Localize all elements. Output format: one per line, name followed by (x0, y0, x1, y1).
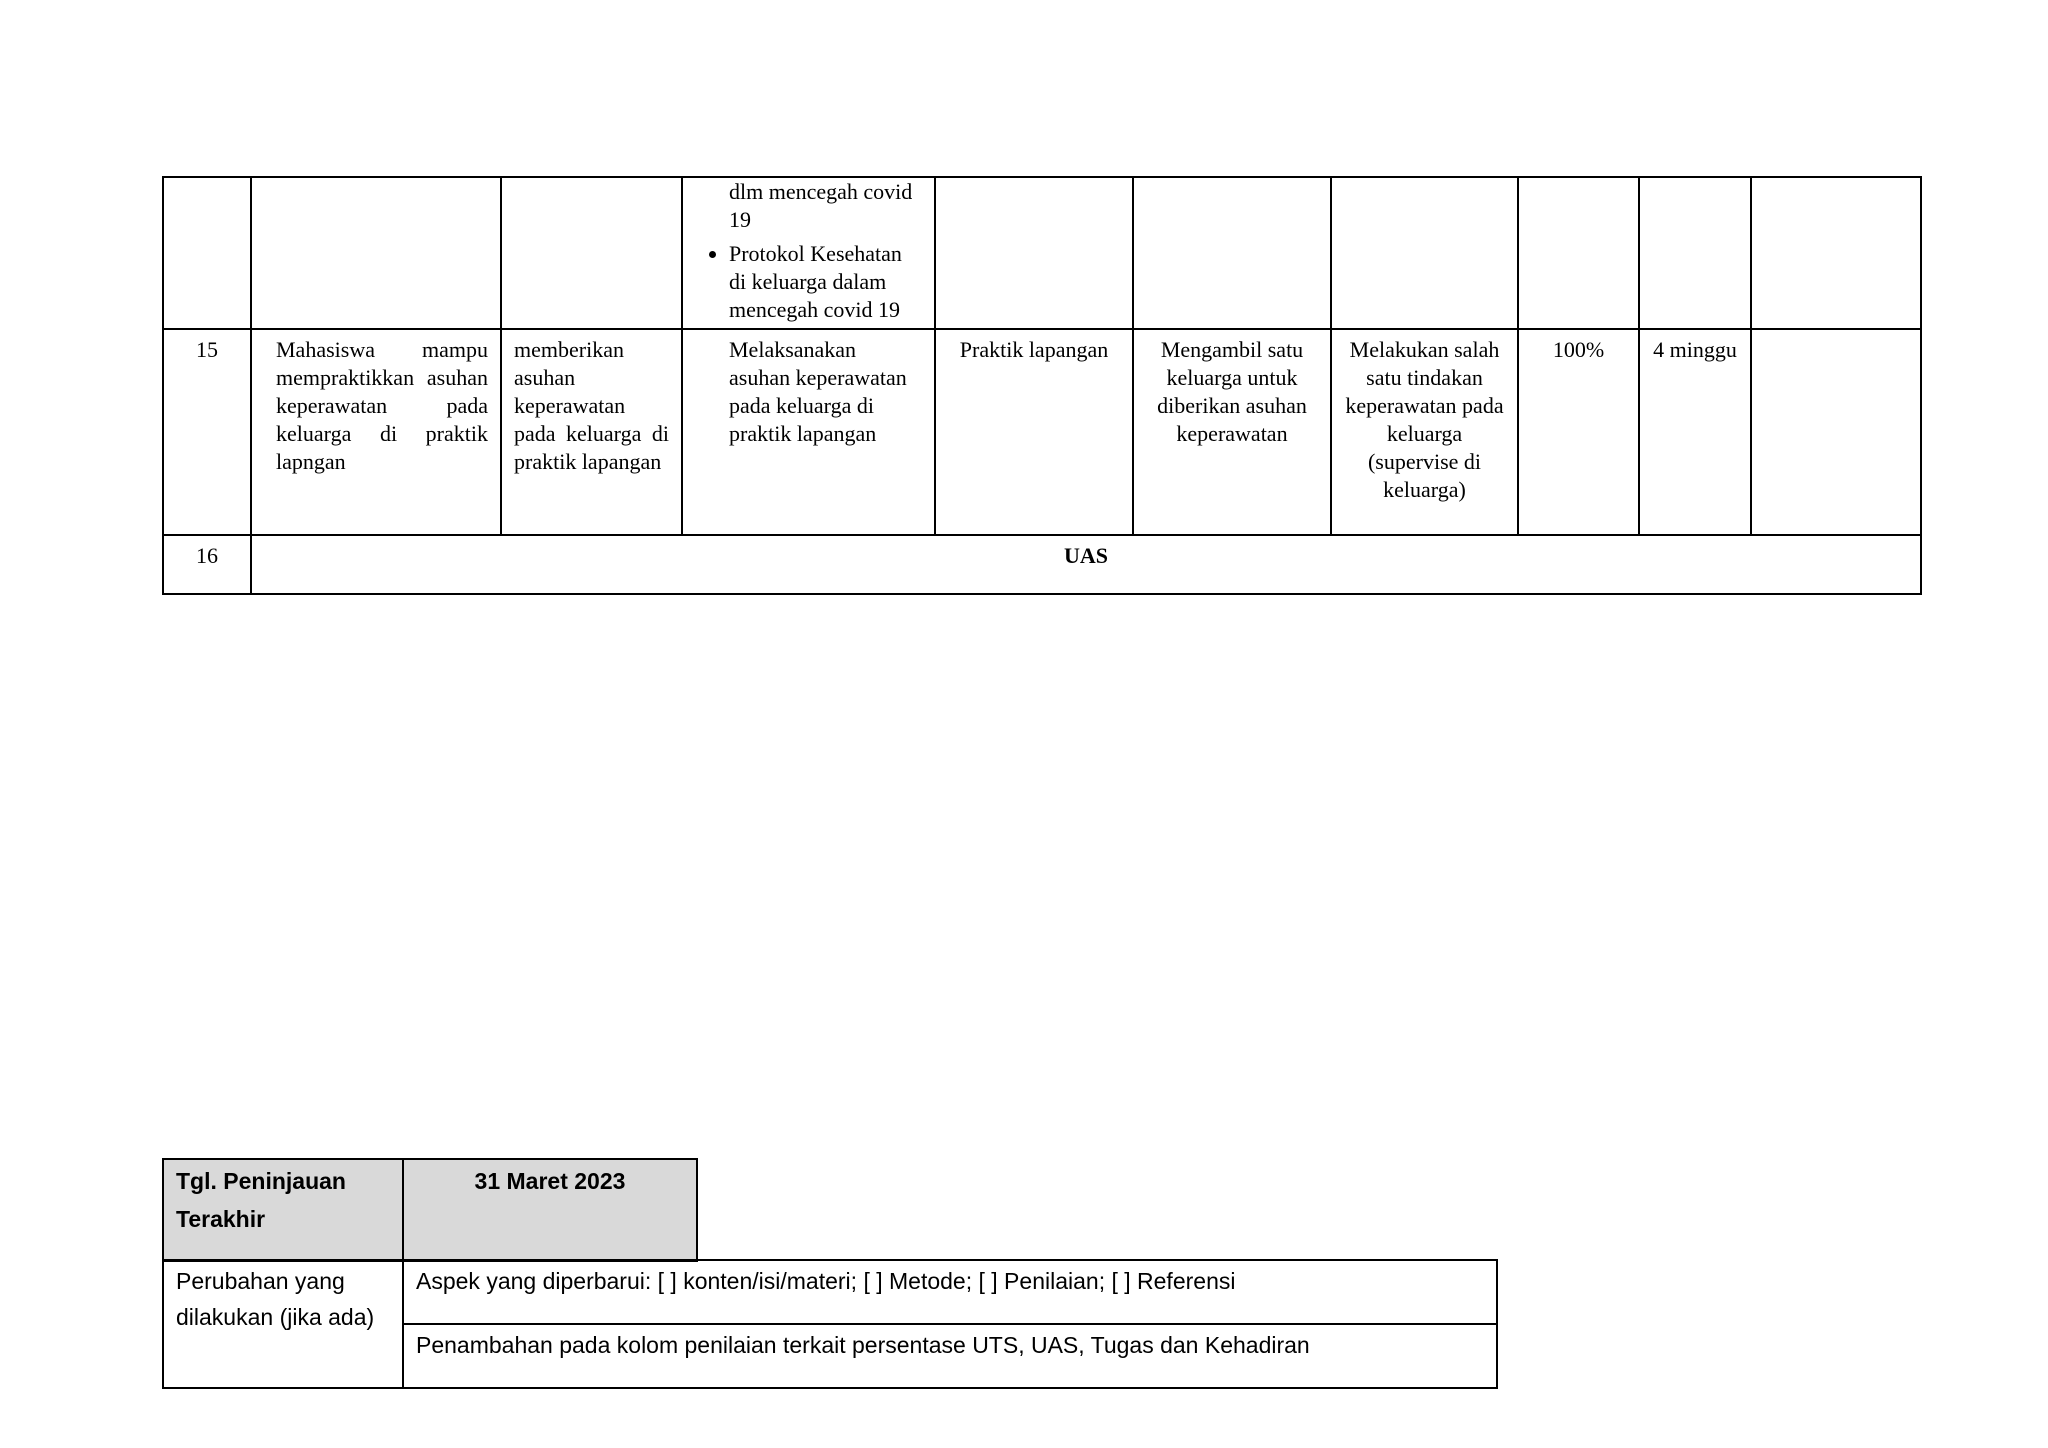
indikator-cell: memberikan asuhan keperawatan pada keluarga di praktik lapangan (501, 329, 682, 535)
kemampuan-cell: Mahasiswa mampu mempraktikkan asuhan keperawatan pada keluarga di praktik lapngan (251, 329, 501, 535)
no-cell: 16 (163, 535, 251, 594)
pengalaman-cell (1133, 177, 1331, 329)
no-cell: 15 (163, 329, 251, 535)
last-review-label: Tgl. Peninjauan Terakhir (163, 1159, 403, 1261)
materi-cell: Melaksanakan asuhan keperawatan pada keluarga di praktik lapangan (682, 329, 935, 535)
waktu-cell (1639, 177, 1751, 329)
review-date-table (162, 1158, 698, 1262)
rps-table (162, 176, 1922, 595)
materi-continuation: dlm mencegah covid 19 (729, 179, 913, 232)
list-item: • Protokol Kesehatan di keluarga dalam mencegah covid 19 (729, 240, 922, 324)
last-review-date: 31 Maret 2023 (403, 1159, 697, 1261)
waktu-cell: 4 minggu (1639, 329, 1751, 535)
kriteria-cell (1331, 177, 1518, 329)
updated-aspects: Aspek yang diperbarui: [ ] konten/isi/materi; [ ] Metode; [ ] Penilaian; [ ] Referensi (403, 1260, 1497, 1324)
metode-cell (935, 177, 1133, 329)
referensi-cell (1751, 177, 1921, 329)
bobot-cell: 100% (1518, 329, 1639, 535)
metode-cell: Praktik lapangan (935, 329, 1133, 535)
bobot-cell (1518, 177, 1639, 329)
review-changes-table (162, 1259, 1498, 1389)
materi-bullet-list (695, 240, 922, 324)
table-row (163, 329, 1921, 535)
changes-label: Perubahan yang dilakukan (jika ada) (163, 1260, 403, 1388)
kemampuan-cell (251, 177, 501, 329)
referensi-cell (1751, 329, 1921, 535)
kriteria-cell: Melakukan salah satu tindakan keperawatan pada keluarga (supervise di keluarga) (1331, 329, 1518, 535)
indikator-cell (501, 177, 682, 329)
table-row (163, 177, 1921, 329)
no-cell (163, 177, 251, 329)
changes-description: Penambahan pada kolom penilaian terkait persentase UTS, UAS, Tugas dan Kehadiran (403, 1324, 1497, 1388)
table-row (163, 535, 1921, 594)
uas-cell: UAS (251, 535, 1921, 594)
pengalaman-cell: Mengambil satu keluarga untuk diberikan asuhan keperawatan (1133, 329, 1331, 535)
materi-cell (682, 177, 935, 329)
